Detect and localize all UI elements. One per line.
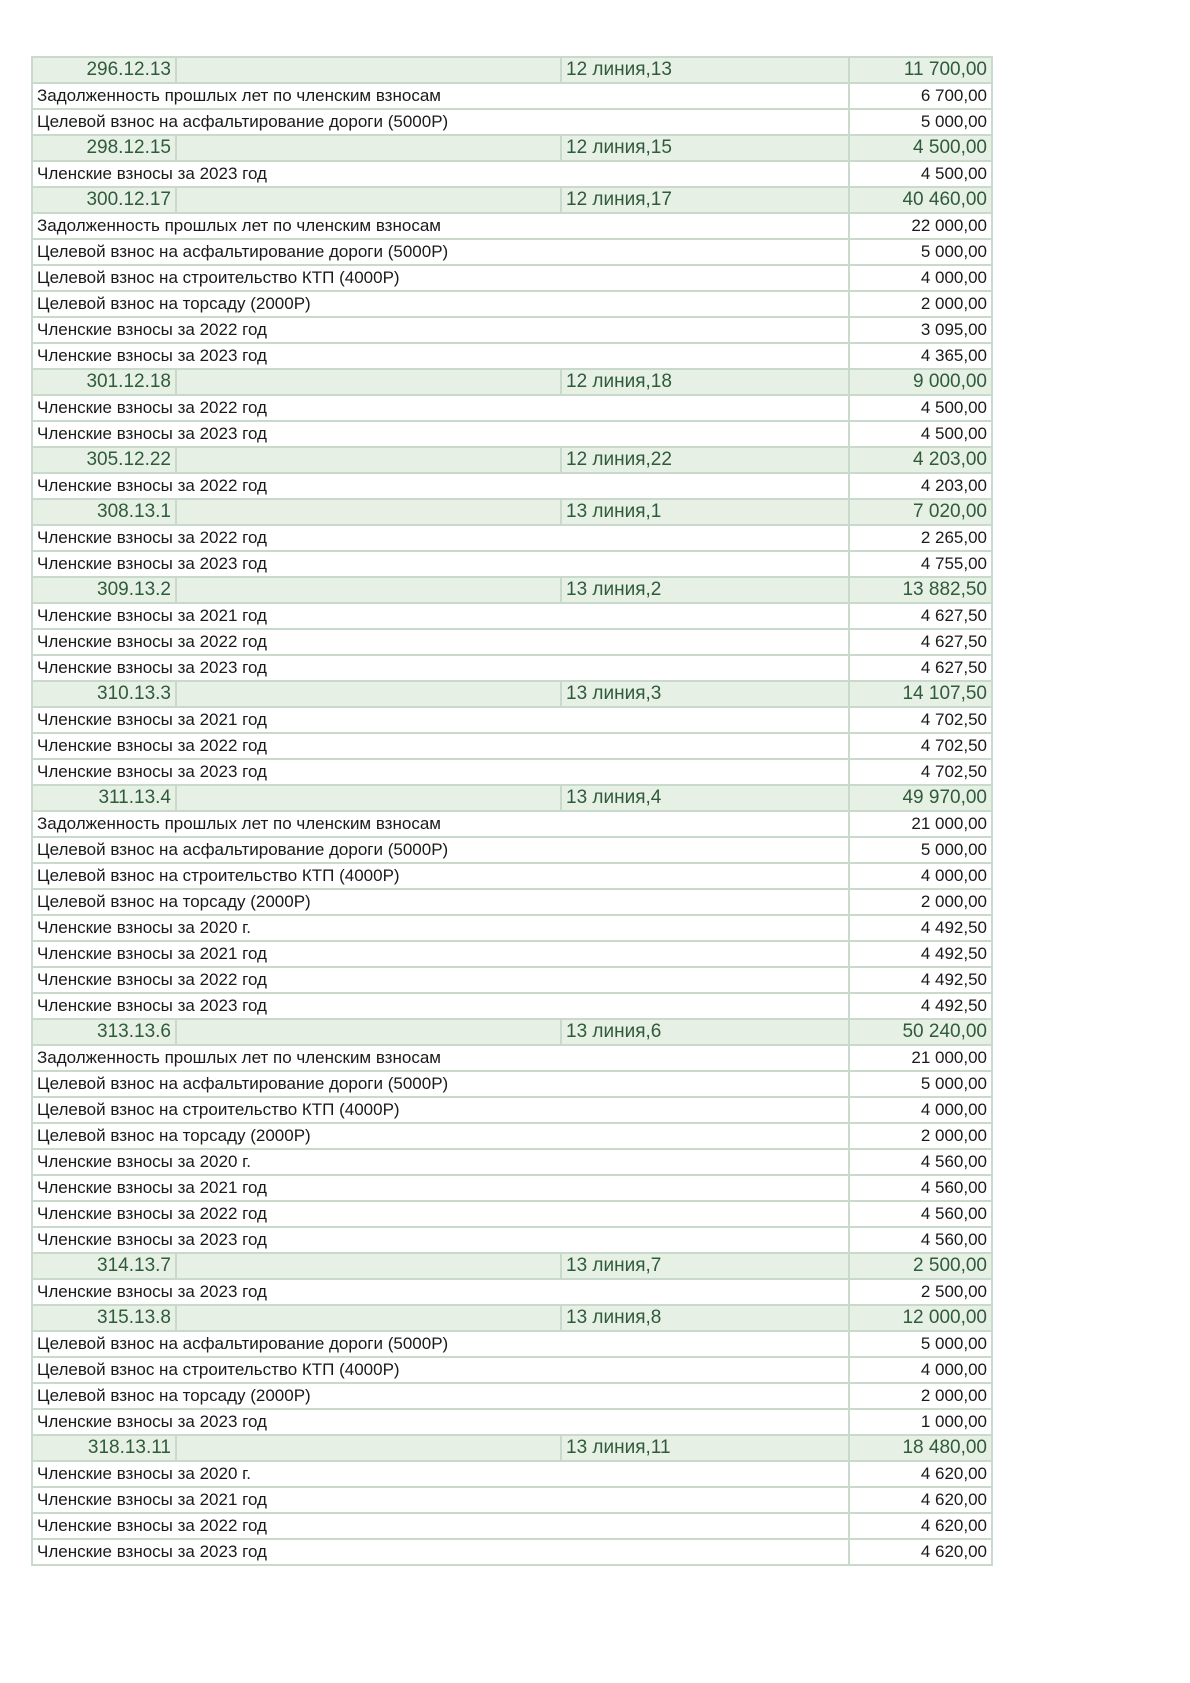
debt-item-amount: 4 560,00 — [849, 1227, 992, 1253]
debt-item-amount: 4 620,00 — [849, 1461, 992, 1487]
debt-item-description: Членские взносы за 2023 год — [32, 993, 849, 1019]
plot-header-row — [32, 447, 992, 473]
debt-item-description: Членские взносы за 2022 год — [32, 317, 849, 343]
debt-item-row — [32, 1149, 992, 1175]
debt-item-row — [32, 837, 992, 863]
debt-item-row — [32, 317, 992, 343]
empty-cell — [176, 369, 561, 395]
plot-address: 13 линия,7 — [561, 1253, 849, 1279]
debt-item-description: Целевой взнос на торсаду (2000Р) — [32, 889, 849, 915]
debt-item-description: Членские взносы за 2023 год — [32, 1409, 849, 1435]
debt-item-row — [32, 1123, 992, 1149]
debt-item-row — [32, 811, 992, 837]
debt-item-amount: 4 560,00 — [849, 1175, 992, 1201]
debt-item-description: Членские взносы за 2022 год — [32, 1201, 849, 1227]
plot-header-row — [32, 1019, 992, 1045]
debt-item-amount: 3 095,00 — [849, 317, 992, 343]
plot-address: 13 линия,4 — [561, 785, 849, 811]
plot-address: 13 линия,2 — [561, 577, 849, 603]
plot-address: 13 линия,1 — [561, 499, 849, 525]
debt-item-description: Целевой взнос на строительство КТП (4000Р) — [32, 1097, 849, 1123]
plot-total-amount: 14 107,50 — [849, 681, 992, 707]
plot-header-row — [32, 681, 992, 707]
debt-item-amount: 1 000,00 — [849, 1409, 992, 1435]
debt-item-description: Задолженность прошлых лет по членским взносам — [32, 83, 849, 109]
plot-total-amount: 9 000,00 — [849, 369, 992, 395]
plot-header-row — [32, 499, 992, 525]
plot-total-amount: 7 020,00 — [849, 499, 992, 525]
debt-item-row — [32, 525, 992, 551]
plot-total-amount: 11 700,00 — [849, 57, 992, 83]
debt-item-description: Членские взносы за 2020 г. — [32, 1461, 849, 1487]
plot-total-amount: 13 882,50 — [849, 577, 992, 603]
debt-item-description: Членские взносы за 2023 год — [32, 1227, 849, 1253]
debt-item-amount: 2 265,00 — [849, 525, 992, 551]
debt-item-row — [32, 915, 992, 941]
debt-item-description: Членские взносы за 2021 год — [32, 603, 849, 629]
plot-address: 13 линия,3 — [561, 681, 849, 707]
plot-account-number: 296.12.13 — [32, 57, 176, 83]
debt-item-amount: 2 000,00 — [849, 291, 992, 317]
debt-item-amount: 22 000,00 — [849, 213, 992, 239]
plot-account-number: 309.13.2 — [32, 577, 176, 603]
empty-cell — [176, 187, 561, 213]
debt-item-row — [32, 707, 992, 733]
debt-item-description: Членские взносы за 2023 год — [32, 655, 849, 681]
debt-item-amount: 4 000,00 — [849, 1097, 992, 1123]
debt-item-row — [32, 1409, 992, 1435]
empty-cell — [176, 1305, 561, 1331]
debt-item-description: Целевой взнос на торсаду (2000Р) — [32, 291, 849, 317]
debt-item-description: Членские взносы за 2023 год — [32, 551, 849, 577]
debt-item-row — [32, 1175, 992, 1201]
debt-item-amount: 5 000,00 — [849, 1331, 992, 1357]
debt-item-description: Членские взносы за 2022 год — [32, 1513, 849, 1539]
plot-total-amount: 12 000,00 — [849, 1305, 992, 1331]
debt-item-amount: 4 620,00 — [849, 1539, 992, 1565]
debt-item-amount: 4 492,50 — [849, 993, 992, 1019]
empty-cell — [176, 681, 561, 707]
debt-item-amount: 4 560,00 — [849, 1201, 992, 1227]
plot-account-number: 314.13.7 — [32, 1253, 176, 1279]
debt-item-row — [32, 291, 992, 317]
debt-item-row — [32, 1201, 992, 1227]
debt-item-description: Целевой взнос на асфальтирование дороги (5000Р) — [32, 1071, 849, 1097]
plot-account-number: 300.12.17 — [32, 187, 176, 213]
debt-item-amount: 6 700,00 — [849, 83, 992, 109]
debt-item-row — [32, 213, 992, 239]
debt-item-amount: 4 000,00 — [849, 1357, 992, 1383]
empty-cell — [176, 57, 561, 83]
plot-account-number: 301.12.18 — [32, 369, 176, 395]
plot-address: 12 линия,15 — [561, 135, 849, 161]
debt-item-row — [32, 1227, 992, 1253]
debt-item-row — [32, 655, 992, 681]
debt-item-row — [32, 1357, 992, 1383]
debt-item-amount: 4 000,00 — [849, 265, 992, 291]
plot-address: 13 линия,11 — [561, 1435, 849, 1461]
debt-item-row — [32, 889, 992, 915]
plot-total-amount: 18 480,00 — [849, 1435, 992, 1461]
debt-item-row — [32, 1331, 992, 1357]
debt-item-amount: 4 560,00 — [849, 1149, 992, 1175]
plot-total-amount: 49 970,00 — [849, 785, 992, 811]
debt-item-row — [32, 265, 992, 291]
plot-account-number: 308.13.1 — [32, 499, 176, 525]
plot-account-number: 315.13.8 — [32, 1305, 176, 1331]
debt-item-description: Целевой взнос на строительство КТП (4000Р) — [32, 1357, 849, 1383]
debt-item-description: Членские взносы за 2023 год — [32, 1279, 849, 1305]
debt-item-row — [32, 1383, 992, 1409]
debt-item-amount: 4 627,50 — [849, 603, 992, 629]
plot-total-amount: 50 240,00 — [849, 1019, 992, 1045]
debt-item-amount: 4 492,50 — [849, 941, 992, 967]
debt-item-amount: 2 000,00 — [849, 1383, 992, 1409]
debt-item-amount: 4 500,00 — [849, 421, 992, 447]
debt-item-description: Членские взносы за 2020 г. — [32, 915, 849, 941]
debt-item-row — [32, 1487, 992, 1513]
debt-item-row — [32, 863, 992, 889]
debt-item-amount: 2 500,00 — [849, 1279, 992, 1305]
plot-header-row — [32, 577, 992, 603]
debt-item-description: Задолженность прошлых лет по членским взносам — [32, 811, 849, 837]
debt-item-description: Целевой взнос на асфальтирование дороги (5000Р) — [32, 837, 849, 863]
plot-total-amount: 4 500,00 — [849, 135, 992, 161]
debt-item-amount: 4 203,00 — [849, 473, 992, 499]
debt-item-amount: 4 000,00 — [849, 863, 992, 889]
debt-item-row — [32, 1513, 992, 1539]
debt-item-amount: 4 500,00 — [849, 161, 992, 187]
debt-item-description: Членские взносы за 2022 год — [32, 629, 849, 655]
debt-item-amount: 4 755,00 — [849, 551, 992, 577]
empty-cell — [176, 1435, 561, 1461]
debt-item-description: Членские взносы за 2021 год — [32, 1487, 849, 1513]
plot-address: 12 линия,22 — [561, 447, 849, 473]
plot-total-amount: 2 500,00 — [849, 1253, 992, 1279]
debt-item-description: Членские взносы за 2020 г. — [32, 1149, 849, 1175]
debt-item-description: Членские взносы за 2023 год — [32, 421, 849, 447]
debt-item-description: Целевой взнос на асфальтирование дороги (5000Р) — [32, 109, 849, 135]
debt-item-description: Членские взносы за 2023 год — [32, 1539, 849, 1565]
debt-item-row — [32, 239, 992, 265]
empty-cell — [176, 447, 561, 473]
debt-item-row — [32, 1097, 992, 1123]
debt-item-amount: 21 000,00 — [849, 1045, 992, 1071]
debt-item-row — [32, 161, 992, 187]
debt-item-row — [32, 1539, 992, 1565]
debt-item-row — [32, 1279, 992, 1305]
debt-item-row — [32, 83, 992, 109]
plot-account-number: 318.13.11 — [32, 1435, 176, 1461]
plot-header-row — [32, 57, 992, 83]
debt-item-description: Членские взносы за 2023 год — [32, 759, 849, 785]
debt-item-amount: 5 000,00 — [849, 837, 992, 863]
debt-item-description: Членские взносы за 2022 год — [32, 395, 849, 421]
debt-item-row — [32, 759, 992, 785]
debt-item-row — [32, 343, 992, 369]
debt-report-table — [31, 56, 993, 1566]
debt-item-description: Целевой взнос на торсаду (2000Р) — [32, 1383, 849, 1409]
debt-item-row — [32, 421, 992, 447]
debt-item-description: Задолженность прошлых лет по членским взносам — [32, 1045, 849, 1071]
debt-item-description: Целевой взнос на строительство КТП (4000Р) — [32, 863, 849, 889]
plot-header-row — [32, 187, 992, 213]
debt-item-description: Целевой взнос на торсаду (2000Р) — [32, 1123, 849, 1149]
debt-item-row — [32, 1071, 992, 1097]
debt-item-amount: 4 492,50 — [849, 967, 992, 993]
debt-item-description: Членские взносы за 2021 год — [32, 941, 849, 967]
debt-item-amount: 4 627,50 — [849, 629, 992, 655]
debt-item-amount: 4 627,50 — [849, 655, 992, 681]
debt-item-description: Членские взносы за 2022 год — [32, 733, 849, 759]
debt-item-row — [32, 551, 992, 577]
debt-item-amount: 4 702,50 — [849, 733, 992, 759]
plot-header-row — [32, 369, 992, 395]
debt-item-amount: 4 500,00 — [849, 395, 992, 421]
debt-item-amount: 5 000,00 — [849, 1071, 992, 1097]
empty-cell — [176, 135, 561, 161]
debt-item-amount: 5 000,00 — [849, 109, 992, 135]
debt-item-row — [32, 941, 992, 967]
debt-item-amount: 4 365,00 — [849, 343, 992, 369]
plot-account-number: 310.13.3 — [32, 681, 176, 707]
debt-item-row — [32, 473, 992, 499]
debt-item-description: Целевой взнос на строительство КТП (4000Р) — [32, 265, 849, 291]
plot-total-amount: 40 460,00 — [849, 187, 992, 213]
debt-item-row — [32, 603, 992, 629]
debt-item-row — [32, 993, 992, 1019]
plot-account-number: 298.12.15 — [32, 135, 176, 161]
debt-item-amount: 2 000,00 — [849, 1123, 992, 1149]
debt-item-row — [32, 109, 992, 135]
empty-cell — [176, 577, 561, 603]
debt-item-row — [32, 733, 992, 759]
plot-header-row — [32, 1253, 992, 1279]
empty-cell — [176, 1253, 561, 1279]
debt-item-amount: 21 000,00 — [849, 811, 992, 837]
debt-item-amount: 4 702,50 — [849, 707, 992, 733]
plot-address: 12 линия,17 — [561, 187, 849, 213]
plot-account-number: 313.13.6 — [32, 1019, 176, 1045]
debt-item-description: Членские взносы за 2021 год — [32, 1175, 849, 1201]
debt-item-amount: 4 702,50 — [849, 759, 992, 785]
debt-item-description: Целевой взнос на асфальтирование дороги (5000Р) — [32, 239, 849, 265]
debt-item-amount: 4 620,00 — [849, 1513, 992, 1539]
debt-item-row — [32, 967, 992, 993]
plot-account-number: 311.13.4 — [32, 785, 176, 811]
debt-item-amount: 4 492,50 — [849, 915, 992, 941]
debt-item-description: Членские взносы за 2022 год — [32, 967, 849, 993]
plot-total-amount: 4 203,00 — [849, 447, 992, 473]
plot-header-row — [32, 1435, 992, 1461]
empty-cell — [176, 785, 561, 811]
debt-item-row — [32, 395, 992, 421]
plot-address: 13 линия,8 — [561, 1305, 849, 1331]
empty-cell — [176, 1019, 561, 1045]
plot-header-row — [32, 1305, 992, 1331]
debt-item-amount: 5 000,00 — [849, 239, 992, 265]
debt-item-description: Членские взносы за 2023 год — [32, 343, 849, 369]
debt-item-description: Задолженность прошлых лет по членским взносам — [32, 213, 849, 239]
debt-report-body — [32, 57, 992, 1565]
plot-address: 13 линия,6 — [561, 1019, 849, 1045]
plot-header-row — [32, 135, 992, 161]
debt-item-description: Целевой взнос на асфальтирование дороги (5000Р) — [32, 1331, 849, 1357]
debt-item-description: Членские взносы за 2022 год — [32, 525, 849, 551]
debt-item-description: Членские взносы за 2023 год — [32, 161, 849, 187]
debt-item-amount: 4 620,00 — [849, 1487, 992, 1513]
debt-item-description: Членские взносы за 2022 год — [32, 473, 849, 499]
debt-item-row — [32, 629, 992, 655]
empty-cell — [176, 499, 561, 525]
plot-address: 12 линия,18 — [561, 369, 849, 395]
plot-header-row — [32, 785, 992, 811]
debt-item-amount: 2 000,00 — [849, 889, 992, 915]
debt-item-description: Членские взносы за 2021 год — [32, 707, 849, 733]
plot-account-number: 305.12.22 — [32, 447, 176, 473]
debt-item-row — [32, 1461, 992, 1487]
debt-item-row — [32, 1045, 992, 1071]
plot-address: 12 линия,13 — [561, 57, 849, 83]
